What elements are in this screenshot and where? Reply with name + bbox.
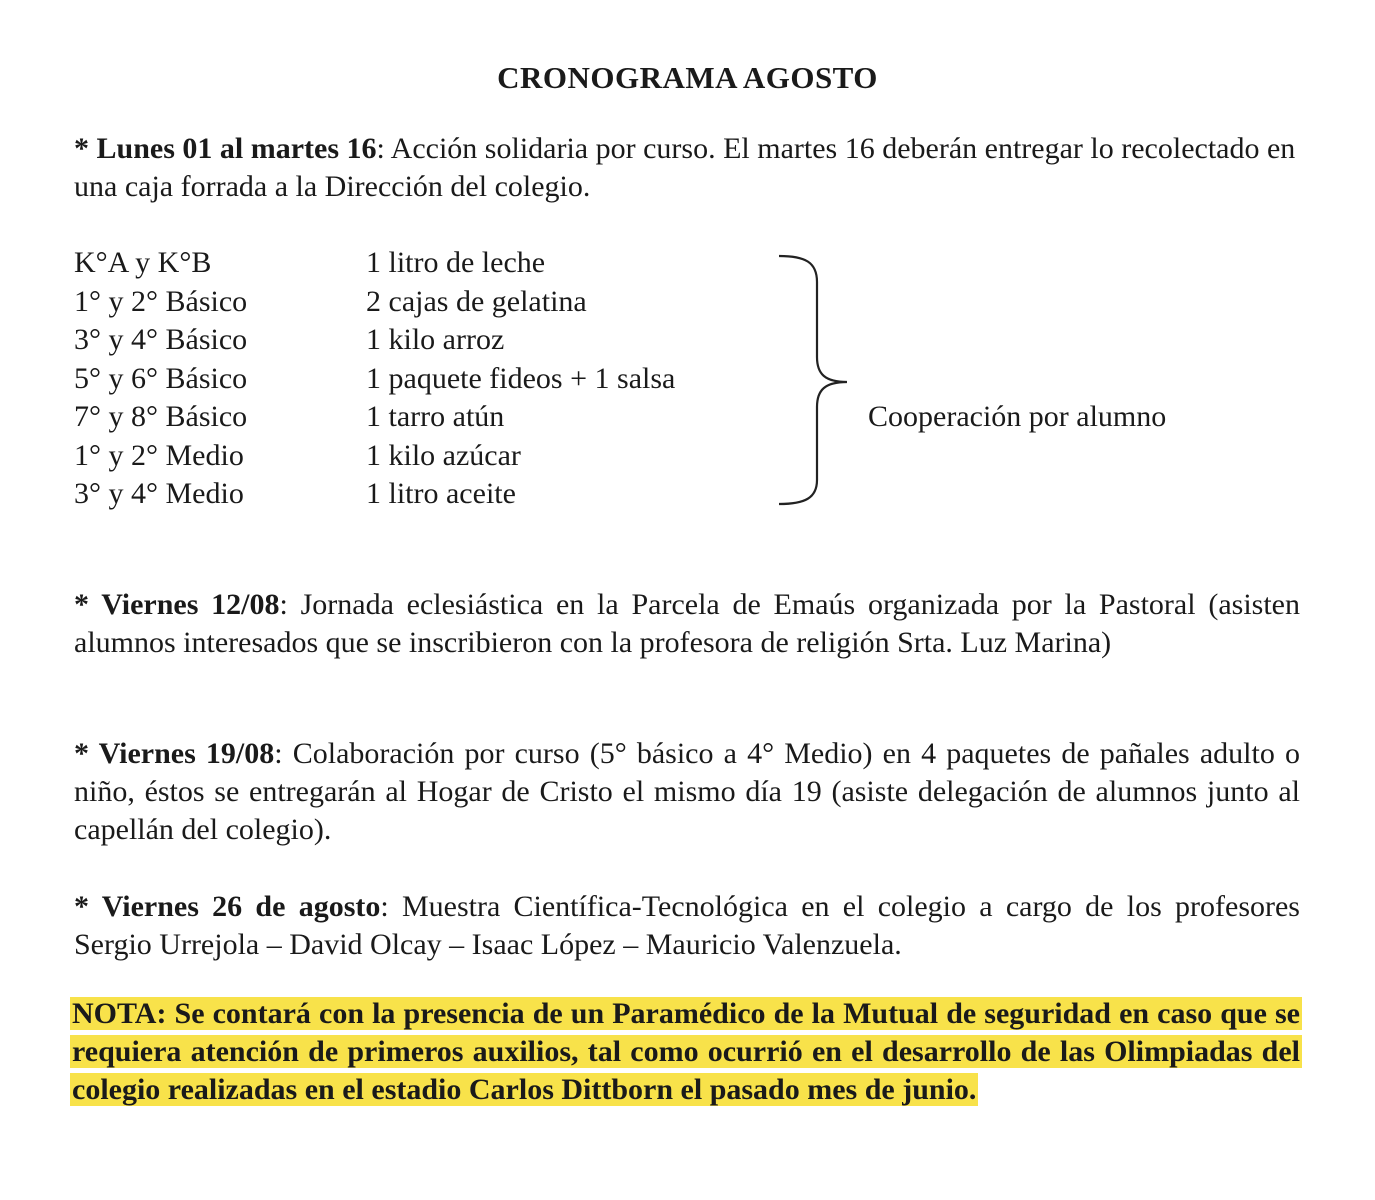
item-label: 1 tarro atún xyxy=(366,400,505,433)
section-solidarity-heading: * Lunes 01 al martes 16 xyxy=(74,132,377,165)
page-title: CRONOGRAMA AGOSTO xyxy=(497,60,878,95)
grade-label: 3° y 4° Básico xyxy=(74,323,248,356)
grade-label: 7° y 8° Básico xyxy=(74,400,248,433)
section-solidarity xyxy=(74,130,1300,206)
section-diapers-text: : Colaboración por curso (5° básico a 4° Medio) en 4 paquetes de pañales adulto o niño, éstos se entregarán al Hogar de Cristo el mismo día 19 (asiste delegación de alumnos junto al capellán del colegio). xyxy=(74,737,1300,846)
section-church-day-heading: * Viernes 12/08 xyxy=(74,588,280,621)
cooperation-label: Cooperación por alumno xyxy=(868,400,1167,433)
section-church-day-text: : Jornada eclesiástica en la Parcela de Emaús organizada por la Pastoral (asisten alumnos interesados que se inscribieron con la profesora de religión Srta. Luz Marina) xyxy=(74,588,1300,659)
item-label: 2 cajas de gelatina xyxy=(366,284,587,318)
grade-label: K°A y K°B xyxy=(74,246,212,279)
item-label: 1 kilo azúcar xyxy=(366,438,521,472)
note-paragraph xyxy=(70,995,1302,1109)
section-solidarity-text: : Acción solidaria por curso. El martes 16 deberán entregar lo recolectado en una caja forrada a la Dirección del colegio. xyxy=(74,132,1296,203)
section-science-fair xyxy=(74,888,1300,964)
curly-brace-icon xyxy=(775,252,855,508)
note-highlighted-text: NOTA: Se contará con la presencia de un Paramédico de la Mutual de seguridad en caso que se requiera atención de primeros auxilios, tal como ocurrió en el desarrollo de las Olimpiadas del colegio realizadas en el estadio Carlos Dittborn el pasado mes de junio. xyxy=(72,997,1300,1106)
item-label: 1 kilo arroz xyxy=(366,323,505,356)
item-label: 1 paquete fideos + 1 salsa xyxy=(366,361,676,395)
section-diapers xyxy=(74,735,1300,849)
section-church-day xyxy=(74,586,1300,662)
grade-label: 3° y 4° Medio xyxy=(74,477,244,510)
item-label: 1 litro de leche xyxy=(366,246,546,279)
section-science-fair-text: : Muestra Científica-Tecnológica en el colegio a cargo de los profesores Sergio Urrejola – David Olcay – Isaac López – Mauricio Valenzuela. xyxy=(74,890,1300,961)
section-diapers-heading: * Viernes 19/08 xyxy=(74,737,275,770)
section-science-fair-heading: * Viernes 26 de agosto xyxy=(74,890,381,923)
item-label: 1 litro aceite xyxy=(366,477,516,510)
grade-label: 1° y 2° Medio xyxy=(74,438,244,472)
grade-label: 5° y 6° Básico xyxy=(74,361,248,395)
grade-label: 1° y 2° Básico xyxy=(74,284,248,318)
